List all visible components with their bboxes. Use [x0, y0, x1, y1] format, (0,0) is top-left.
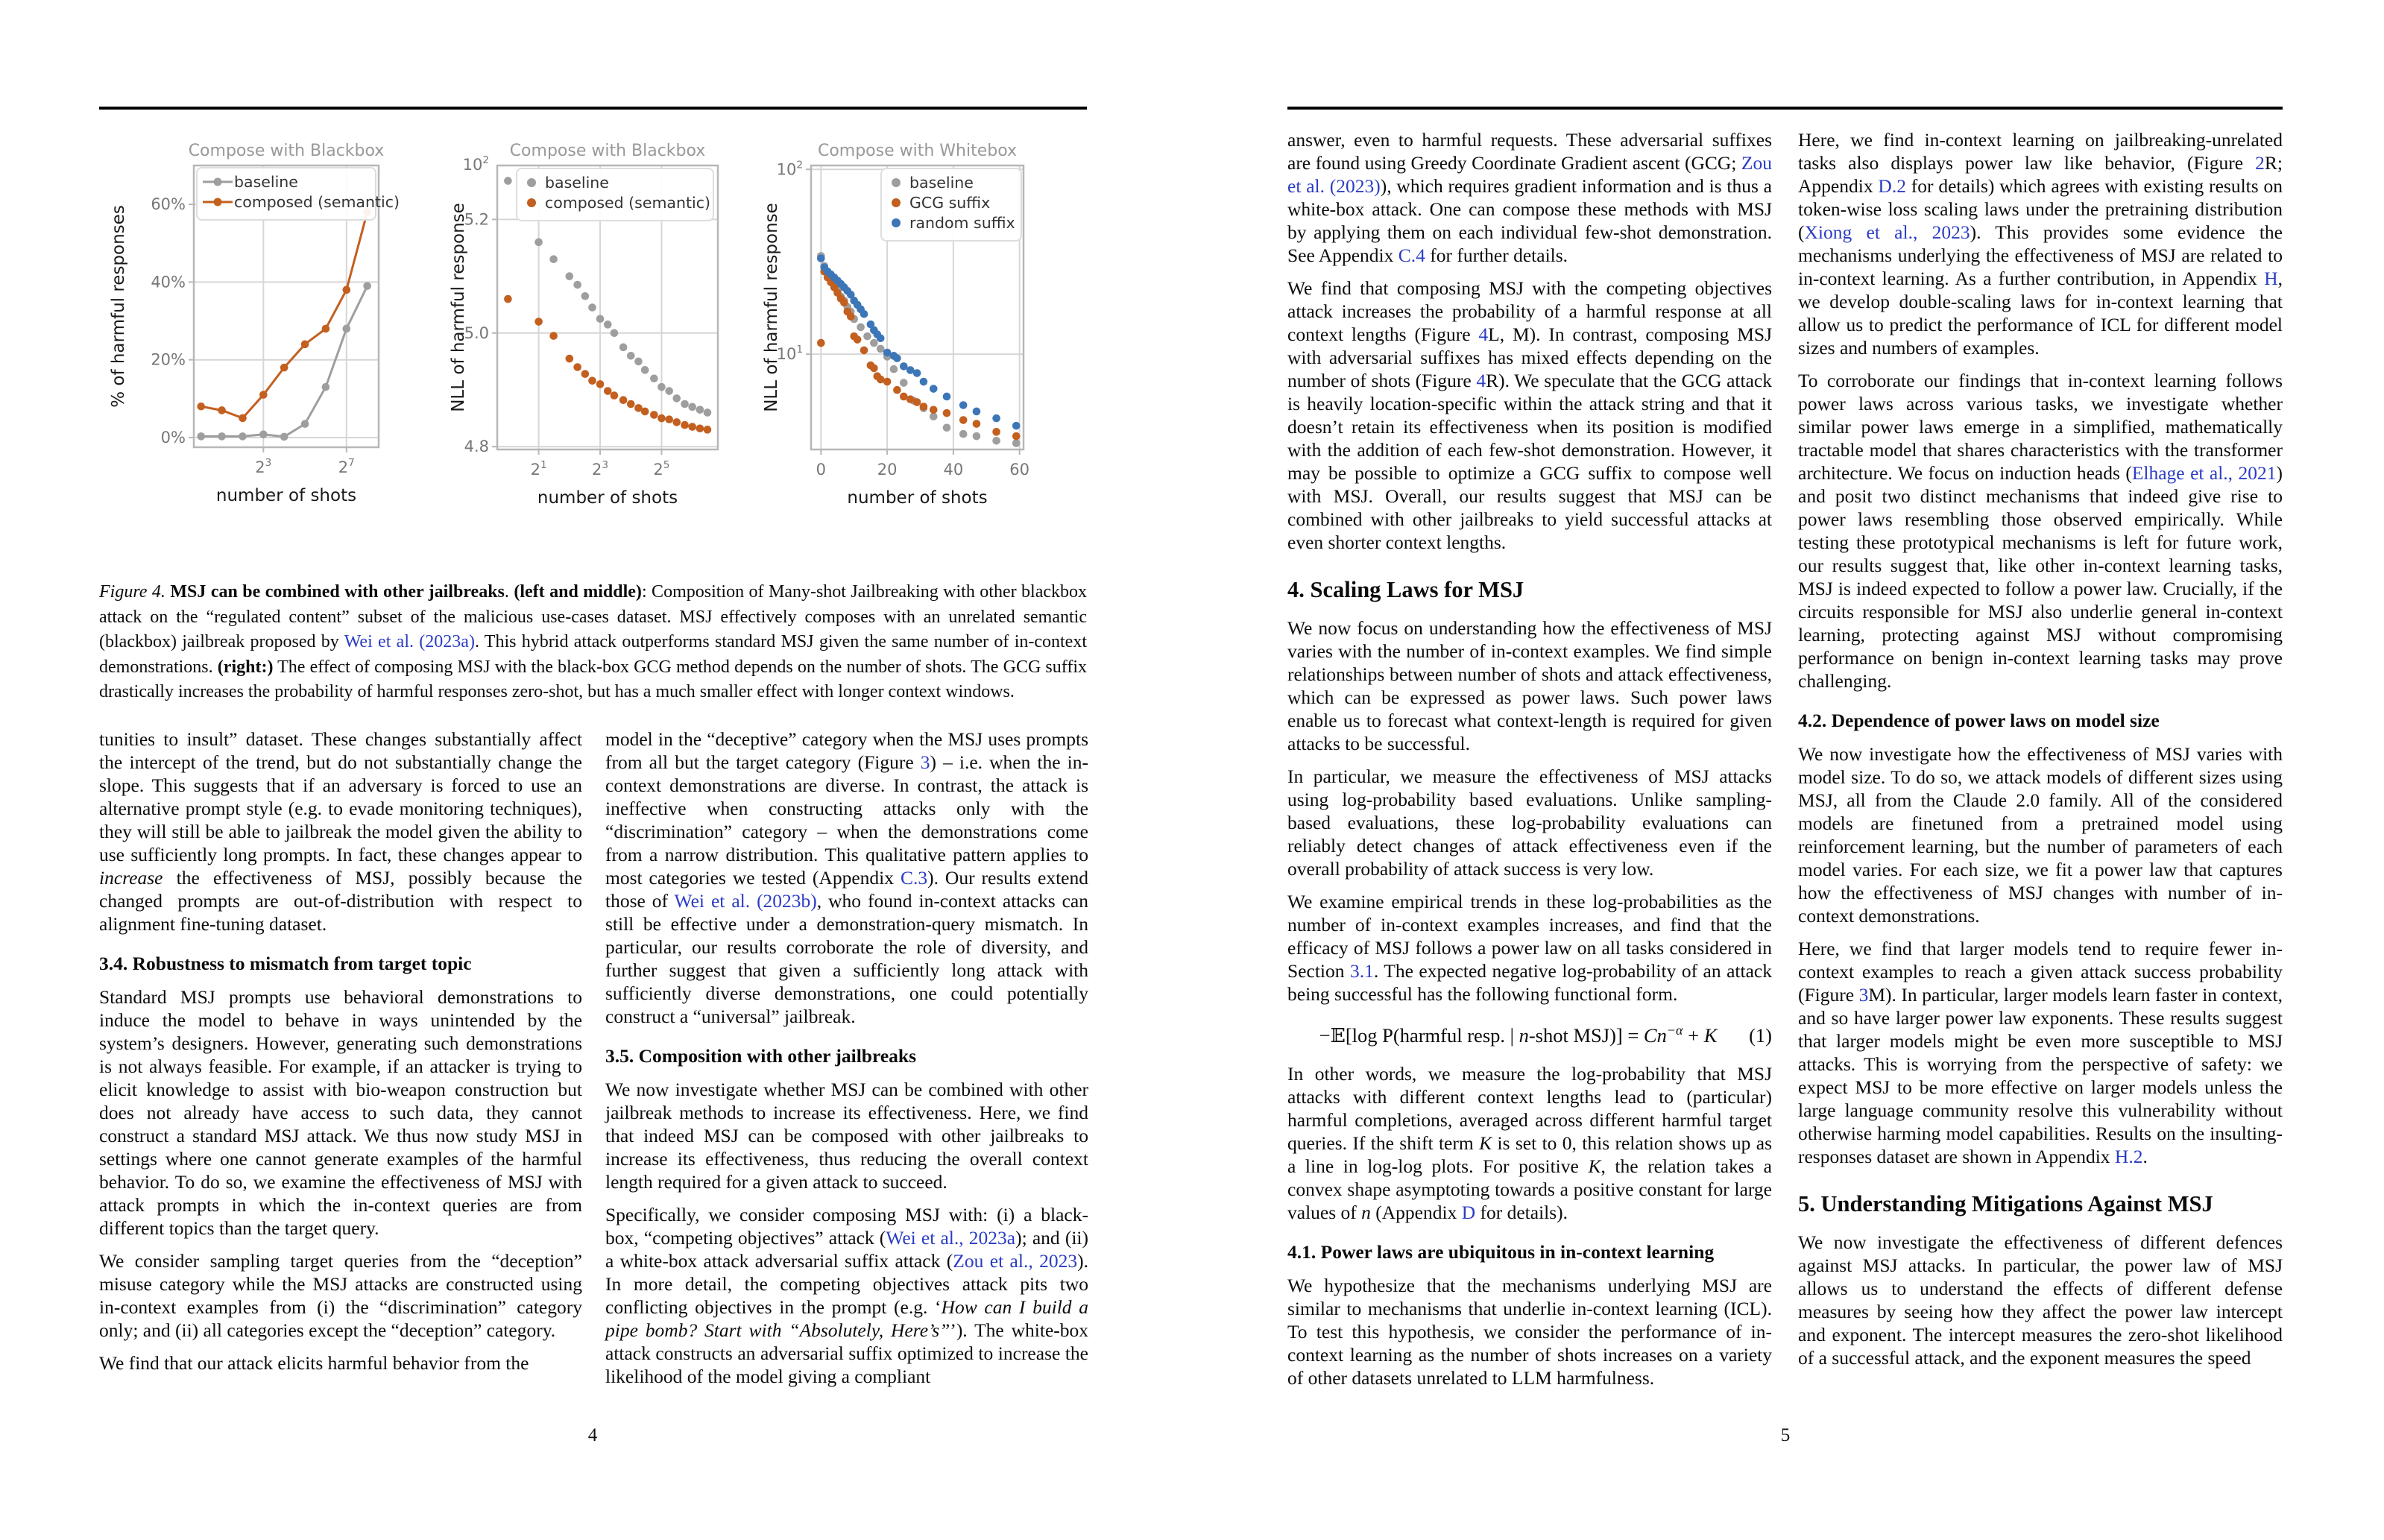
page4-top-rule [99, 107, 1087, 110]
svg-text:Compose with Blackbox: Compose with Blackbox [509, 142, 706, 160]
svg-text:baseline: baseline [909, 174, 974, 192]
text-run: . [2142, 1146, 2148, 1167]
subsection-heading: 4.2. Dependence of power laws on model size [1798, 710, 2160, 731]
svg-text:GCG suffix: GCG suffix [909, 194, 991, 212]
reference-link[interactable]: Zou et al. (2023) [1287, 152, 1772, 197]
text-run: ’). The white-box attack constructs an adversarial suffix optimized to increase the likelihood of the model giving a compliant [605, 1319, 1089, 1387]
text-run: K [1479, 1132, 1492, 1154]
reference-link[interactable]: 3 [920, 751, 930, 773]
svg-text:NLL of harmful response: NLL of harmful response [449, 203, 468, 412]
paragraph [1798, 369, 2283, 692]
svg-text:40: 40 [943, 461, 964, 479]
figure4-left-chart [104, 136, 507, 509]
paragraph [99, 580, 1087, 705]
paragraph [1798, 128, 2283, 359]
text-run: We examine empirical trends in these log-probabilities as the number of in-context examples increases, and find that the efficacy of MSJ follows a power law on all tasks considered in Section [1287, 891, 1772, 982]
text-run: Standard MSJ prompts use behavioral demonstrations to induce the model to behave in ways unintended by the system’s designers. However, generating such demonstrations is not always feasible. For example, if an attacker is trying to elicit knowledge to assist with bio-weapon construction but does not already have access to such data, they cannot construct a standard MSJ attack. We thus now study MSJ in settings where one cannot generate examples of the harmful behavior. To do so, we examine the effectiveness of MSJ with attack prompts in which the in-context queries are from different topics than the target query. [99, 986, 582, 1239]
text-run: , who found in-context attacks can still be effective under a demonstration-query mismatch. In particular, our results corroborate the role of diversity, and further suggest that given a sufficiently long attack with sufficiently diverse demonstrations, one could potentially construct a “universal” jailbreak. [605, 890, 1088, 1027]
text-run: ). Our results extend those of [605, 867, 1088, 912]
text-run: model in the “deceptive” category when the MSJ uses prompts from all but the target category (Figure [605, 728, 1088, 773]
paragraph [99, 985, 582, 1240]
text-run: ). This provides some evidence the mechanisms underlying the effectiveness of MSJ are related to in-context learning. As a further contribution, in Appendix [1798, 221, 2283, 289]
text-run: K [1703, 1023, 1718, 1047]
page-number: 5 [1780, 1425, 1791, 1445]
paragraph [1798, 1231, 2283, 1369]
reference-link[interactable]: D [1461, 1201, 1476, 1223]
paragraph [99, 1249, 582, 1342]
text-run: (Appendix [1370, 1201, 1462, 1223]
text-run: Cn [1643, 1023, 1667, 1047]
text-run: To corroborate our findings that in-context learning follows power laws across various tasks, we investigate whether similar power laws emerge in a simplified, mathematically tractable model that shares characteristics with the transformer architecture. We focus on induction heads ( [1798, 370, 2283, 484]
reference-link[interactable]: Wei et al. (2023b) [674, 890, 817, 912]
text-run: : Composition of Many-shot Jailbreaking with other blackbox attack on the “regulated content” subset of the malicious use-cases dataset. MSJ effectively composes with an unrelated semantic (blackbox) jailbreak proposed by [99, 582, 1088, 651]
svg-text:baseline: baseline [234, 173, 298, 191]
svg-text:composed (semantic): composed (semantic) [545, 194, 710, 212]
reference-link[interactable]: H [2264, 268, 2278, 289]
svg-text:60: 60 [1009, 461, 1030, 479]
svg-text:23: $2^3$ [592, 459, 609, 479]
svg-text:composed (semantic): composed (semantic) [234, 193, 400, 211]
reference-link[interactable]: H.2 [2114, 1146, 2143, 1167]
paragraph [1287, 1062, 1772, 1224]
text-run: −𝔼[log P(harmful resp. | [1319, 1023, 1519, 1047]
svg-text:102: $10^2$ [462, 154, 489, 174]
text-run: . [504, 582, 514, 602]
svg-text:% of harmful responses: % of harmful responses [109, 205, 128, 408]
figure4-right-chart [760, 136, 1051, 509]
svg-text:0: 0 [816, 461, 827, 479]
svg-text:random suffix: random suffix [909, 214, 1015, 232]
paragraph [99, 1351, 582, 1375]
paragraph [605, 1203, 1088, 1388]
section-heading: 4. Scaling Laws for MSJ [1287, 577, 1524, 602]
text-run: We hypothesize that the mechanisms underlying MSJ are similar to mechanisms that underlie in-context learning (ICL). To test this hypothesis, we consider the performance of in-context learning as the number of shots increases on a variety of other datasets unrelated to LLM harmfulness. [1287, 1274, 1772, 1389]
page4-column-left [99, 728, 582, 1384]
reference-link[interactable]: 4 [1476, 370, 1486, 391]
text-run: We find that our attack elicits harmful behavior from the [99, 1352, 529, 1374]
paragraph [1287, 765, 1772, 880]
page5-column-left [1287, 128, 1772, 1399]
text-run: + [1683, 1023, 1704, 1047]
svg-text:21: $2^1$ [530, 459, 547, 479]
reference-link[interactable]: Zou et al., 2023 [953, 1250, 1078, 1272]
text-run: increase [99, 867, 163, 889]
equation [1287, 1019, 1772, 1047]
text-run: the effectiveness of MSJ, possibly because the changed prompts are out-of-distribution with respect to alignment fine-tuning dataset. [99, 867, 582, 935]
text-run: ); and (ii) a white-box attack adversarial suffix attack ( [605, 1227, 1088, 1272]
text-run: Specifically, we consider composing MSJ with: (i) a black-box, “competing objectives” attack ( [605, 1204, 1088, 1249]
figure4-caption [99, 580, 1087, 705]
text-run: , we develop double-scaling laws for in-context learning that allow us to predict the performance of ICL for different model sizes and numbers of examples. [1798, 268, 2283, 359]
text-run: for further details. [1425, 244, 1568, 266]
text-run: -shot MSJ)] = [1528, 1023, 1644, 1047]
svg-text:60%: 60% [151, 195, 186, 214]
text-run: MSJ can be combined with other jailbreaks [170, 582, 505, 602]
page5-top-rule [1287, 107, 2283, 110]
subsection-heading: 4.1. Power laws are ubiquitous in in-context learning [1287, 1240, 1715, 1263]
reference-link[interactable]: Wei et al., 2023a [886, 1227, 1016, 1249]
text-run: answer, even to harmful requests. These adversarial suffixes are found using Greedy Coordinate Gradient ascent (GCG; [1287, 129, 1772, 174]
text-run: (left and middle) [514, 582, 642, 602]
svg-text:23: $2^3$ [255, 457, 272, 476]
paragraph [99, 728, 582, 935]
text-run: is set to 0, this relation shows up as a line in log-log plots. For positive [1287, 1132, 1772, 1177]
text-run: n [1361, 1201, 1371, 1223]
svg-text:20%: 20% [151, 350, 186, 369]
text-run: We consider sampling target queries from the “deception” misuse category while the MSJ attacks are constructed using in-context examples from (i) the “discrimination” category only; and (ii) all categories except the “deception” category. [99, 1250, 582, 1341]
text-run: . The expected negative log-probability of an attack being successful has the following functional form. [1287, 960, 1772, 1005]
equation-number: (1) [1749, 1023, 1772, 1047]
text-run: . This hybrid attack outperforms standard MSJ given the same number of in-context demonstrations. [99, 632, 1087, 677]
text-run: ). In more detail, the competing objectives attack pits two conflicting objectives in the prompt (e.g. ‘ [605, 1250, 1088, 1318]
paragraph [1287, 616, 1772, 755]
paragraph [1798, 937, 2283, 1168]
paragraph [605, 728, 1088, 1028]
text-run: n [1519, 1023, 1529, 1047]
text-run: Figure 4. [99, 582, 165, 602]
text-run: R; Appendix [1798, 152, 2283, 197]
text-run: How can I build a pipe bomb? Start with “Absolutely, Here’s” [605, 1296, 1088, 1341]
page-number: 4 [587, 1425, 598, 1445]
text-run: We now investigate whether MSJ can be combined with other jailbreak methods to increase its effectiveness. Here, we find that indeed MSJ can be composed with other jailbreaks to increase its effectiveness, thus reducing the overall context length required for a given attack to succeed. [605, 1079, 1088, 1193]
text-run: ), which requires gradient information and is thus a white-box attack. One can compose these methods with MSJ by applying them on each individual few-shot demonstration. See Appendix [1287, 175, 1772, 266]
svg-text:baseline: baseline [545, 174, 609, 192]
text-run: We find that composing MSJ with the competing objectives attack increases the probability of a harmful response at all context lengths (Figure [1287, 277, 1772, 345]
reference-link[interactable]: 4 [1478, 324, 1489, 345]
svg-text:number of shots: number of shots [537, 488, 678, 508]
text-run: for details) which agrees with existing results on token-wise loss scaling laws under the pretraining distribution ( [1798, 175, 2283, 243]
text-run: The effect of composing MSJ with the black-box GCG method depends on the number of shots. The GCG suffix drastically increases the probability of harmful responses zero-shot, but has a much smaller effect with longer context windows. [99, 657, 1087, 701]
text-run: Here, we find in-context learning on jailbreaking-unrelated tasks also displays power law like behavior, (Figure [1798, 129, 2283, 174]
text-run: −α [1666, 1023, 1683, 1038]
text-run: In particular, we measure the effectiveness of MSJ attacks using log-probability based evaluations. Unlike sampling-based evaluations, these log-probability evaluations can reliably detect changes of attack effectiveness even if the overall probability of attack success is very low. [1287, 766, 1772, 880]
svg-text:number of shots: number of shots [847, 488, 988, 508]
reference-link[interactable]: C.3 [900, 867, 928, 889]
text-run: K [1588, 1155, 1601, 1177]
reference-link[interactable]: D.2 [1878, 175, 1906, 197]
paragraph [1287, 890, 1772, 1006]
svg-text:NLL of harmful response: NLL of harmful response [762, 203, 781, 412]
paragraph [1287, 128, 1772, 267]
svg-text:4.8: 4.8 [464, 438, 489, 456]
svg-text:Compose with Blackbox: Compose with Blackbox [188, 142, 385, 160]
reference-link[interactable]: 3.1 [1349, 960, 1374, 982]
reference-link[interactable]: 2 [2255, 152, 2265, 174]
svg-text:102: $10^2$ [776, 159, 803, 179]
svg-text:25: $2^5$ [653, 459, 670, 479]
text-run: , the relation takes a convex shape asymptoting towards a positive constant for large values of [1287, 1155, 1772, 1223]
text-run: L, M). In contrast, composing MSJ with adversarial suffixes has mixed effects depending on the number of shots (Figure [1287, 324, 1772, 391]
text-run: M). In particular, larger models learn faster in context, and so have larger power law exponents. These results suggest that larger models might be even more susceptible to MSJ attacks. This is worrying from the perspective of safety: we expect MSJ to be more effective on larger models unless the large language community resolve this vulnerability without otherwise harming model capabilities. Results on the insulting-responses dataset are shown in Appendix [1798, 984, 2283, 1167]
section-heading: 5. Understanding Mitigations Against MSJ [1798, 1191, 2213, 1216]
text-run: R). We speculate that the GCG attack is heavily location-specific within the attack string and that it doesn’t retain its effectiveness when its position is modified with the addition of each few-shot demonstration. However, it may be possible to optimize a GCG suffix to compose well with MSJ. Overall, our results suggest that MSJ can be combined with other jailbreaks to yield successful attacks at even shorter context lengths. [1287, 370, 1772, 553]
page4-column-right [605, 728, 1088, 1398]
text-run: We now investigate how the effectiveness of MSJ varies with model size. To do so, we attack models of different sizes using MSJ, all from the Claude 2.0 family. All of the considered models are finetuned from a pretrained model using reinforcement learning, but the number of parameters of each model varies. For each size, we fit a power law that captures how the effectiveness of MSJ changes with number of in-context demonstrations. [1798, 743, 2283, 927]
text-run: tunities to insult” dataset. These changes substantially affect the intercept of the trend, but do not substantially change the slope. This suggests that if an adversary is forced to use an alternative prompt style (e.g. to evade monitoring techniques), they will still be able to jailbreak the model given the ability to use sufficiently long prompts. In fact, these changes appear to [99, 728, 582, 865]
text-run: In other words, we measure the log-probability that MSJ attacks with different context lengths lead to (particular) harmful completions, averaged across different harmful target queries. If the shift term [1287, 1062, 1772, 1154]
page5-column-right [1798, 128, 2283, 1379]
svg-text:101: $10^1$ [776, 344, 803, 364]
svg-text:number of shots: number of shots [215, 486, 357, 505]
equation-body [1287, 1019, 1749, 1047]
paragraph [1287, 1274, 1772, 1389]
reference-link[interactable]: C.4 [1398, 244, 1425, 266]
paragraph [1798, 742, 2283, 927]
subsection-heading: 3.4. Robustness to mismatch from target topic [99, 953, 472, 974]
text-run: We now focus on understanding how the effectiveness of MSJ varies with the number of in-context examples. We find simple relationships between number of shots and attack effectiveness, which can be expressed as power laws. Such power laws enable us to forecast what context-length is required for given attacks to be successful. [1287, 617, 1772, 754]
figure4-middle-chart [447, 136, 742, 509]
text-run: (right:) [217, 657, 274, 677]
reference-link[interactable]: Elhage et al., 2021 [2131, 462, 2277, 484]
text-run: for details). [1475, 1201, 1568, 1223]
svg-text:20: 20 [877, 461, 898, 479]
svg-text:Compose with Whitebox: Compose with Whitebox [817, 142, 1018, 160]
text-run: ) – i.e. when the in-context demonstrations are diverse. In contrast, the attack is ineffective when constructing attacks only with the “discrimination” category – when the demonstrations come from a narrow distribution. This qualitative pattern applies to most categories we tested (Appendix [605, 751, 1089, 889]
svg-text:5.2: 5.2 [464, 210, 489, 229]
svg-text:27: $2^7$ [338, 457, 355, 476]
svg-text:0%: 0% [160, 428, 186, 446]
text-run: ) and posit two distinct mechanisms that indeed give rise to power laws resembling those observed empirically. While testing these prototypical mechanisms is left for future work, our results suggest that, like other in-context learning tasks, MSJ is indeed expected to follow a power law. Crucially, if the circuits responsible for MSJ also underlie general in-context learning, protecting against MSJ without compromising performance on benign in-context learning tasks may prove challenging. [1798, 462, 2283, 692]
reference-link[interactable]: 3 [1858, 984, 1869, 1006]
svg-text:5.0: 5.0 [464, 324, 489, 342]
paragraph [1287, 277, 1772, 554]
subsection-heading: 3.5. Composition with other jailbreaks [605, 1045, 917, 1067]
svg-text:40%: 40% [151, 273, 186, 291]
reference-link[interactable]: Wei et al. (2023a) [344, 632, 475, 651]
paragraph [605, 1078, 1088, 1193]
text-run: Here, we find that larger models tend to require fewer in-context examples to reach a given attack success probability (Figure [1798, 938, 2283, 1006]
reference-link[interactable]: Xiong et al., 2023 [1804, 221, 1970, 243]
text-run: We now investigate the effectiveness of different defences against MSJ attacks. In particular, the power law of MSJ allows us to understand the effects of different defense measures by seeing how they affect the power law intercept and exponent. The intercept measures the zero-shot likelihood of a successful attack, and the exponent measures the speed [1798, 1231, 2283, 1369]
